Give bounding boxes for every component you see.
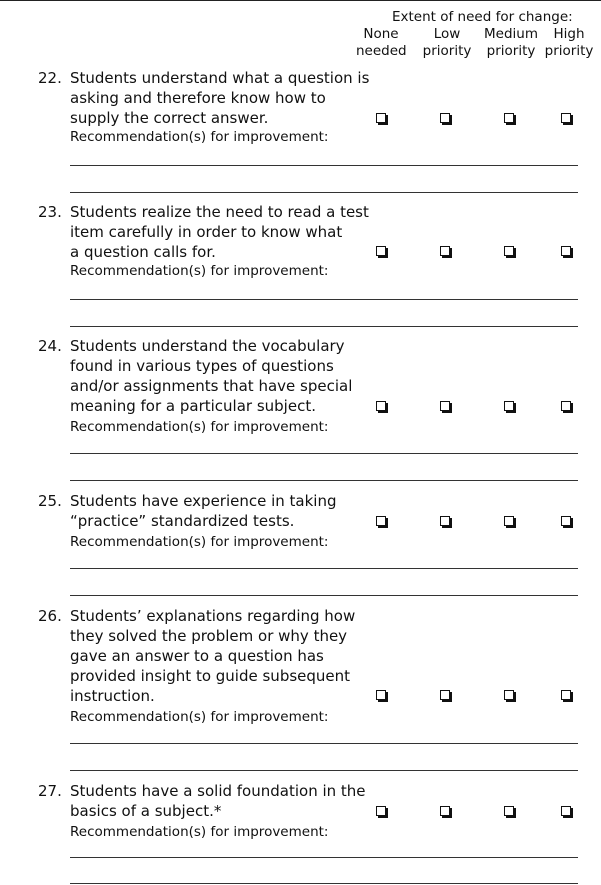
column-label-line2: priority <box>486 42 536 59</box>
extent-title: Extent of need for change: <box>392 9 573 25</box>
checkbox-low-priority[interactable] <box>440 516 450 526</box>
recommendation-line-1[interactable] <box>70 568 578 569</box>
item-number: 24. <box>38 337 62 355</box>
checkbox-none-needed[interactable] <box>376 401 386 411</box>
column-label-line2: needed <box>356 42 407 59</box>
recommendation-line-1[interactable] <box>70 453 578 454</box>
item-number: 26. <box>38 607 62 625</box>
item-statement: Students understand what a question is asking and therefore know how to supply the correct answer. <box>70 69 370 127</box>
survey-item-24 <box>0 336 601 482</box>
checkbox-medium-priority[interactable] <box>504 516 514 526</box>
recommendation-label: Recommendation(s) for improvement: <box>70 824 329 840</box>
checkbox-low-priority[interactable] <box>440 246 450 256</box>
checkbox-high-priority[interactable] <box>561 246 571 256</box>
item-statement: Students have a solid foundation in the basics of a subject.* <box>70 782 366 820</box>
recommendation-line-1[interactable] <box>70 743 578 744</box>
column-header <box>0 0 601 70</box>
item-statement: Students’ explanations regarding how they solved the problem or why they gave an answer to a question has provided insight to guide subsequent instruction. <box>70 607 356 705</box>
checkbox-high-priority[interactable] <box>561 401 571 411</box>
checkbox-high-priority[interactable] <box>561 516 571 526</box>
item-number: 23. <box>38 203 62 221</box>
item-statement: Students have experience in taking “practice” standardized tests. <box>70 492 337 530</box>
checkbox-none-needed[interactable] <box>376 246 386 256</box>
checkbox-medium-priority[interactable] <box>504 246 514 256</box>
recommendation-line-2[interactable] <box>70 326 578 327</box>
checkbox-low-priority[interactable] <box>440 690 450 700</box>
column-low-priority <box>420 26 474 59</box>
checkbox-medium-priority[interactable] <box>504 806 514 816</box>
checkbox-none-needed[interactable] <box>376 113 386 123</box>
recommendation-line-2[interactable] <box>70 770 578 771</box>
checkbox-none-needed[interactable] <box>376 516 386 526</box>
item-number: 27. <box>38 782 62 800</box>
item-statement: Students understand the vocabulary found in various types of questions and/or assignments that have special meaning for a particular subject. <box>70 337 353 415</box>
recommendation-label: Recommendation(s) for improvement: <box>70 709 329 725</box>
survey-item-22 <box>0 68 601 194</box>
column-medium-priority <box>483 26 539 59</box>
recommendation-line-2[interactable] <box>70 192 578 193</box>
checkbox-low-priority[interactable] <box>440 401 450 411</box>
checkbox-none-needed[interactable] <box>376 806 386 816</box>
recommendation-line-1[interactable] <box>70 299 578 300</box>
recommendation-label: Recommendation(s) for improvement: <box>70 263 329 279</box>
checkbox-medium-priority[interactable] <box>504 401 514 411</box>
column-label-line1: High <box>553 26 585 42</box>
column-high-priority <box>543 26 595 59</box>
item-number: 22. <box>38 69 62 87</box>
survey-item-25 <box>0 491 601 597</box>
recommendation-line-2[interactable] <box>70 480 578 481</box>
recommendation-label: Recommendation(s) for improvement: <box>70 419 329 435</box>
item-number: 25. <box>38 492 62 510</box>
survey-item-27 <box>0 781 601 885</box>
column-label-line1: None <box>363 26 399 42</box>
item-statement: Students realize the need to read a test item carefully in order to know what a question calls for. <box>70 203 369 261</box>
checkbox-low-priority[interactable] <box>440 806 450 816</box>
recommendation-line-1[interactable] <box>70 857 578 858</box>
checkbox-none-needed[interactable] <box>376 690 386 700</box>
column-label-line2: priority <box>422 42 472 59</box>
survey-item-26 <box>0 606 601 772</box>
recommendation-label: Recommendation(s) for improvement: <box>70 534 329 550</box>
recommendation-label: Recommendation(s) for improvement: <box>70 129 329 145</box>
column-label-line2: priority <box>544 42 594 59</box>
column-label-line1: Medium <box>484 26 538 42</box>
column-label-line1: Low <box>433 26 461 42</box>
recommendation-line-1[interactable] <box>70 165 578 166</box>
survey-item-23 <box>0 202 601 328</box>
column-none-needed <box>356 26 406 59</box>
checkbox-medium-priority[interactable] <box>504 113 514 123</box>
checkbox-high-priority[interactable] <box>561 690 571 700</box>
checkbox-low-priority[interactable] <box>440 113 450 123</box>
checkbox-medium-priority[interactable] <box>504 690 514 700</box>
recommendation-line-2[interactable] <box>70 595 578 596</box>
checkbox-high-priority[interactable] <box>561 806 571 816</box>
checkbox-high-priority[interactable] <box>561 113 571 123</box>
recommendation-line-2[interactable] <box>70 883 578 884</box>
